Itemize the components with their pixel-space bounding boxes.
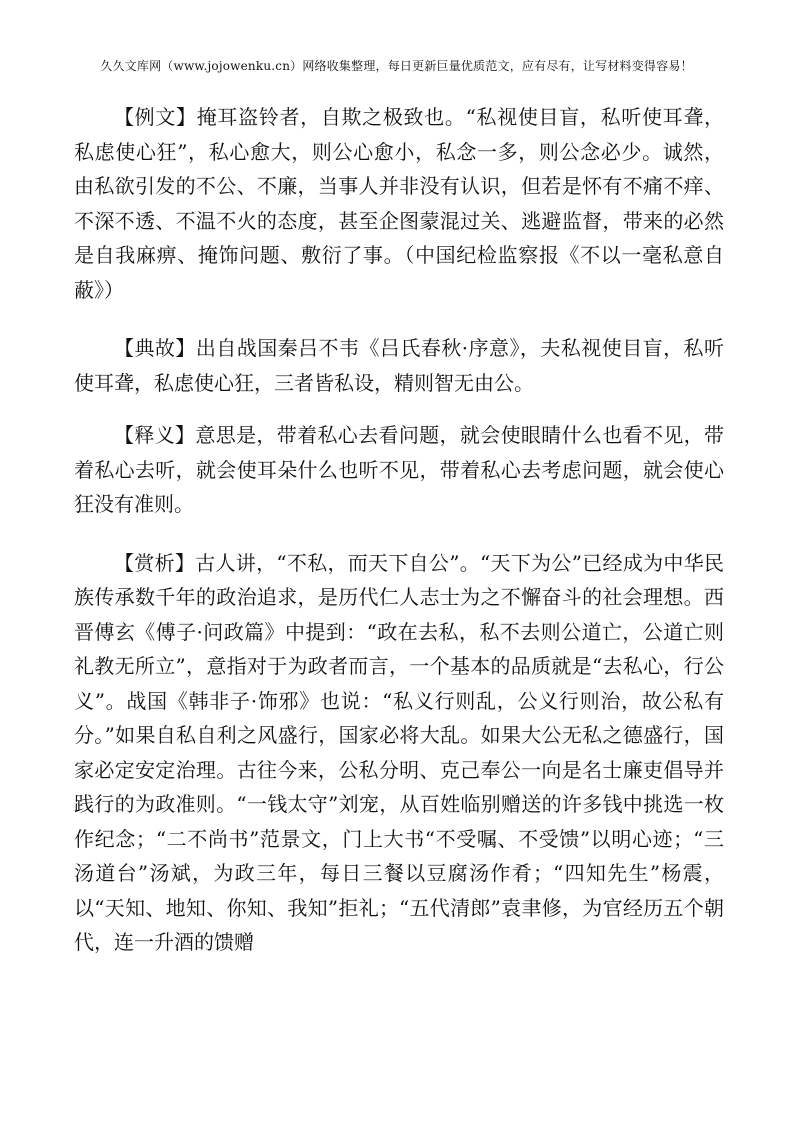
paragraph-appreciation [74,546,724,960]
paragraph-text-meaning: 意思是，带着私心去看问题，就会使眼睛什么也看不见，带着私心去听，就会使耳朵什么也听不见，带着私心去考虑问题，就会使心狂没有准则。 [74,423,725,516]
paragraph-allusion [74,331,724,400]
paragraph-text-appreciation: 古人讲，“不私，而天下自公”。“天下为公”已经成为中华民族传承数千年的政治追求，是历代仁人志士为之不懈奋斗的社会理想。西晋傅玄《傅子·问政篇》中提到：“政在去私，私不去则公道亡，公道亡则礼教无所立”，意指对于为政者而言，一个基本的品质就是“去私心，行公义”。战国《韩非子·饰邪》也说：“私义行则乱，公义行则治，故公私有分。”如果自私自利之风盛行，国家必将大乱。如果大公无私之德盛行，国家必定安定治理。古往今来，公私分明、克己奉公一向是名士廉吏倡导并践行的为政准则。“一钱太守”刘宠，从百姓临别赠送的许多钱中挑选一枚作纪念；“二不尚书”范景文，门上大书“不受嘱、不受馈”以明心迹；“三汤道台”汤斌，为政三年，每日三餐以豆腐汤作肴；“四知先生”杨震，以“天知、地知、你知、我知”拒礼；“五代清郎”袁聿修，为官经历五个朝代，连一升酒的馈赠 [74,550,725,954]
section-tag-meaning: 【释义】 [114,423,196,447]
section-tag-example: 【例文】 [114,105,197,129]
section-tag-allusion: 【典故】 [114,336,196,360]
section-tag-appreciation: 【赏析】 [114,550,196,575]
paragraph-text-allusion: 出自战国秦吕不韦《吕氏春秋·序意》，夫私视使目盲，私听使耳聋，私虑使心狂，三者皆私设，精则智无由公。 [74,336,725,395]
paragraph-example [74,100,724,307]
paragraph-text-example: 掩耳盗铃者，自欺之极致也。“私视使目盲，私听使耳聋，私虑使心狂”，私心愈大，则公心愈小，私念一多，则公念必少。诚然，由私欲引发的不公、不廉，当事人并非没有认识，但若是怀有不痛不痒、不深不透、不温不火的态度，甚至企图蒙混过关、逃避监督，带来的必然是自我麻痹、掩饰问题、敷衍了事。（中国纪检监察报《不以一毫私意自蔽》） [74,105,724,302]
paragraph-meaning [74,418,724,522]
document-body [74,100,724,978]
page-header: 久久文库网（www.jojowenku.cn）网络收集整理，每日更新巨量优质范文，应有尽有，让写材料变得容易！ [100,59,693,73]
